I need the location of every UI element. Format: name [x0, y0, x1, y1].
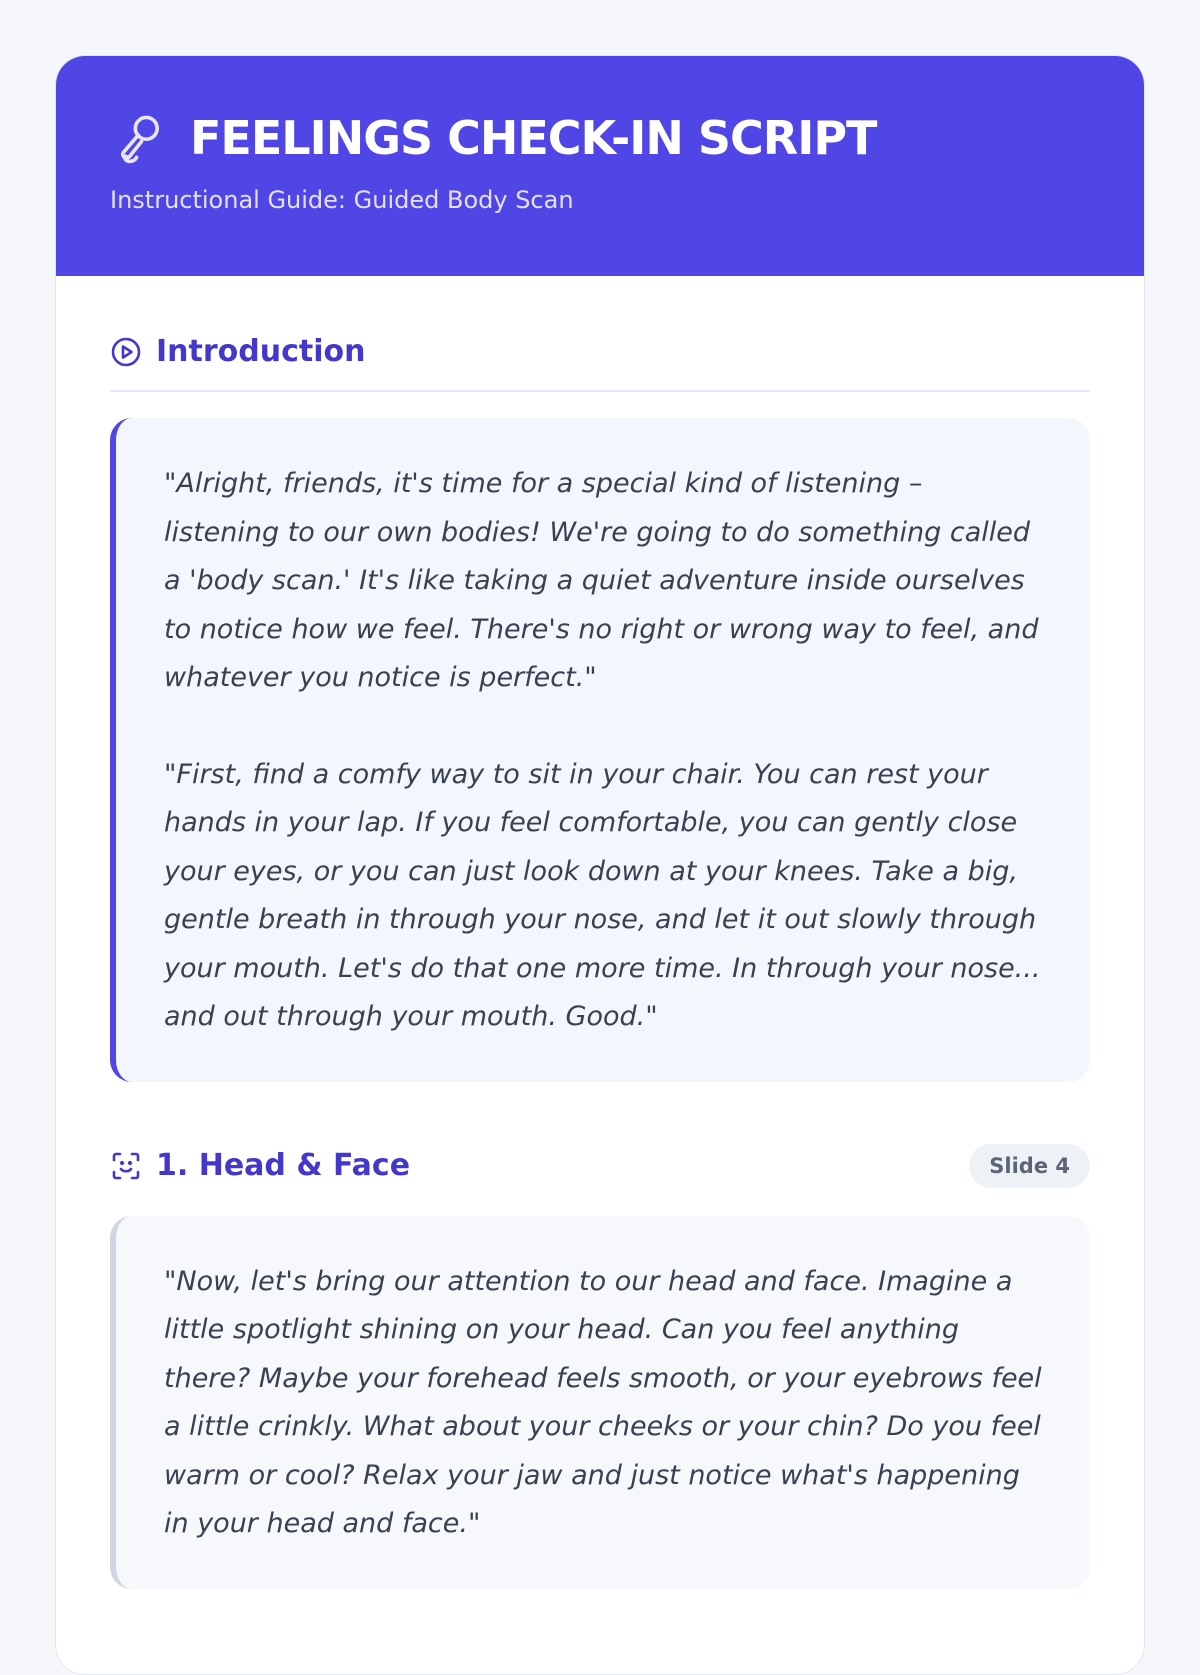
script-body: [56, 276, 1144, 1589]
section-title: Introduction: [156, 334, 366, 369]
slide-badge: Slide 4: [969, 1144, 1090, 1188]
script-card: [55, 55, 1145, 1675]
face-scan-icon: [110, 1150, 142, 1182]
microphone-icon: [110, 109, 168, 167]
step-script-block: [110, 1216, 1090, 1589]
intro-script-block: [110, 418, 1090, 1082]
section-header-introduction: [110, 276, 1090, 392]
section-title: 1. Head & Face: [156, 1147, 411, 1183]
step-title-group: [110, 1148, 410, 1184]
script-paragraph: "Now, let's bring our attention to our head and face. Imagine a little spotlight shining on your head. Can you feel anything there? Maybe your forehead feels smooth, or your eyebrows feel a little crinkly. What about your cheeks or your chin? Do you feel warm or cool? Relax your jaw and just notice what's happening in your head and face.": [164, 1265, 1042, 1539]
title-row: [110, 108, 1090, 168]
header: [56, 56, 1144, 276]
script-paragraph: "Alright, friends, it's time for a special kind of listening – listening to our own bodies! We're going to do something called a 'body scan.' It's like taking a quiet adventure inside ourselves to notice how we feel. There's no right or wrong way to feel, and whatever you notice is perfect.": [164, 468, 1039, 693]
section-header-head-face: [110, 1144, 1090, 1188]
play-circle-icon: [110, 336, 142, 368]
page-title: FEELINGS CHECK-IN SCRIPT: [190, 111, 877, 165]
script-paragraph: "First, find a comfy way to sit in your chair. You can rest your hands in your lap. If you feel comfortable, you can gently close your eyes, or you can just look down at your knees. Take a big, gentle breath in through your nose, and let it out slowly through your mouth. Let's do that one more time. In through your nose... and out through your mouth. Good.": [164, 758, 1041, 1032]
page-subtitle: Instructional Guide: Guided Body Scan: [110, 186, 574, 214]
